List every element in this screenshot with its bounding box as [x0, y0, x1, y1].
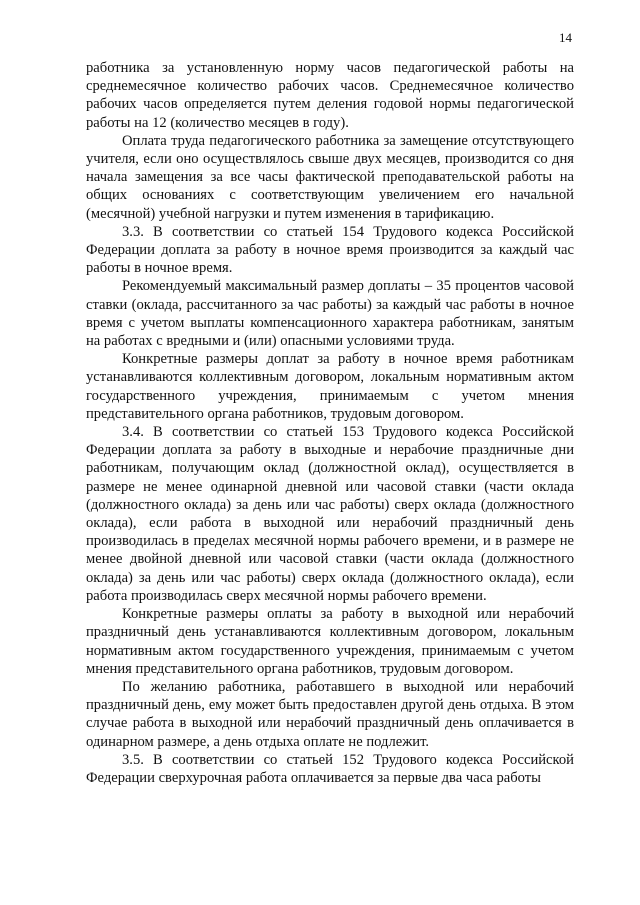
document-body [86, 59, 574, 787]
paragraph-substitution-pay: Оплата труда педагогического работника за замещение отсутствующего учителя, если оно осуществлялось свыше двух месяцев, производится со дня начала замещения за все часы фактической преподавательской работы на общих основаниях с соответствующим увеличением его начальной (месячной) учебной нагрузки и путем изменения в тарификацию. [86, 132, 574, 222]
paragraph-recommended-night-rate: Рекомендуемый максимальный размер доплаты – 35 процентов часовой ставки (оклада, рассчитанного за час работы) за каждый час работы в ночное время с учетом выплаты компенсационного характера работникам, занятым на работах с вредными и (или) опасными условиями труда. [86, 278, 574, 350]
paragraph-day-off-option: По желанию работника, работавшего в выходной или нерабочий праздничный день, ему может быть предоставлен другой день отдыха. В этом случае работа в выходной или нерабочий праздничный день оплачивается в одинарном размере, а день отдыха оплате не подлежит. [86, 678, 574, 750]
paragraph-weekend-rate-specifics: Конкретные размеры оплаты за работу в выходной или нерабочий праздничный день устанавливаются коллективным договором, локальным нормативным актом государственного учреждения, принимаемым с учетом мнения представительного органа работников, трудовым договором. [86, 606, 574, 677]
paragraph-3-5-overtime: 3.5. В соответствии со статьей 152 Трудового кодекса Российской Федерации сверхурочная работа оплачивается за первые два часа работы [86, 751, 574, 786]
paragraph-night-rate-specifics: Конкретные размеры доплат за работу в ночное время работникам устанавливаются коллективным договором, локальным нормативным актом государственного учреждения, принимаемым с учетом мнения представительного органа работников, трудовым договором. [86, 351, 574, 422]
paragraph-3-4-weekend-work: 3.4. В соответствии со статьей 153 Трудового кодекса Российской Федерации доплата за работу в выходные и нерабочие праздничные дни работникам, получающим оклад (должностной оклад), осуществляется в размере не менее одинарной дневной или часовой ставки (части оклада (должностного оклада) за день или час работы) сверх оклада (должностного оклада), если работа в выходной или нерабочий праздничный день производилась в пределах месячной нормы рабочего времени, и в размере не менее двойной дневной или часовой ставки (части оклада (должностного оклада) за день или час работы) сверх оклада (должностного оклада), если работа производилась сверх месячной нормы рабочего времени. [86, 424, 574, 604]
paragraph-continuation: работника за установленную норму часов педагогической работы на среднемесячное количество рабочих часов. Среднемесячное количество рабочих часов определяется путем деления годовой нормы педагогической работы на 12 (количество месяцев в году). [86, 60, 574, 131]
paragraph-3-3-night-work: 3.3. В соответствии со статьей 154 Трудового кодекса Российской Федерации доплата за работу в ночное время производится за каждый час работы в ночное время. [86, 223, 574, 277]
page-number: 14 [559, 30, 572, 45]
